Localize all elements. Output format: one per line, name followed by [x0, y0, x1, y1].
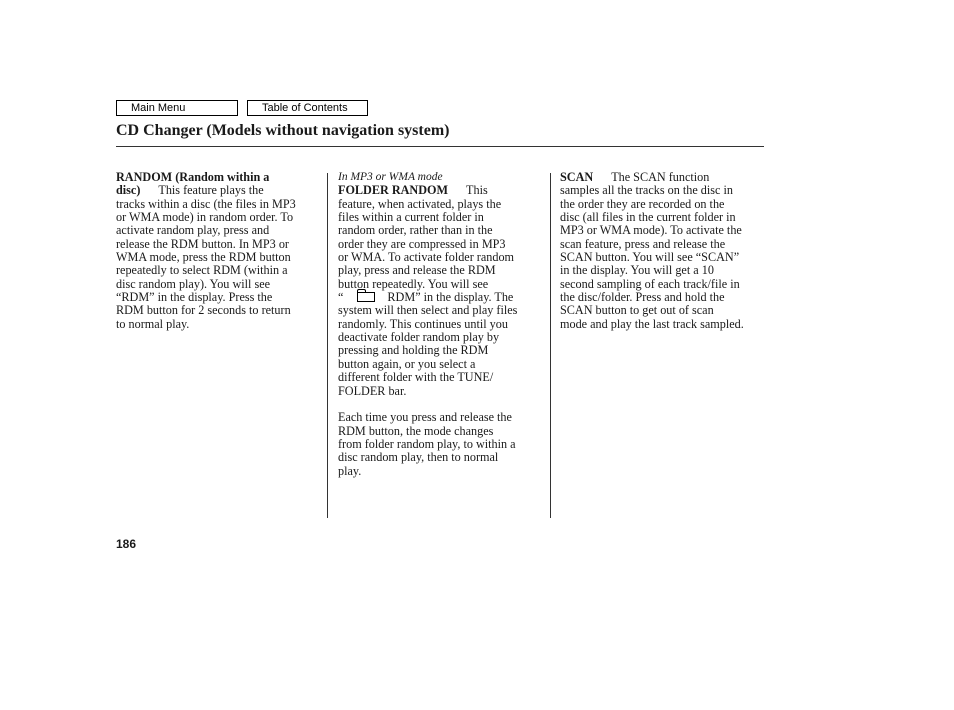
mode-change-text-line: disc random play, then to normal: [338, 450, 499, 465]
scan-text-line: The SCAN function: [611, 170, 710, 184]
folder-random-text-line: deactivate folder random play by: [338, 330, 500, 345]
folder-random-text-line: different folder with the TUNE/: [338, 370, 494, 385]
folder-random-text-line: or WMA. To activate folder random: [338, 250, 515, 265]
main-menu-button[interactable]: Main Menu: [116, 100, 238, 116]
random-text-line: activate random play, press and: [116, 223, 270, 238]
random-heading-cont: disc): [116, 183, 141, 198]
random-heading-line2-row: [116, 184, 320, 197]
scan-text-line: SCAN button. You will see “SCAN”: [560, 250, 740, 265]
title-rule: [116, 146, 764, 147]
page-title: CD Changer (Models without navigation system): [116, 122, 450, 139]
folder-random-text-line: FOLDER bar.: [338, 383, 407, 398]
folder-random-text-line: button again, or you select a: [338, 356, 476, 371]
random-text-line: WMA mode, press the RDM button: [116, 250, 291, 265]
random-text-line: to normal play.: [116, 316, 190, 331]
folder-random-heading-row: [338, 184, 542, 197]
mode-change-text-line: RDM button, the mode changes: [338, 423, 494, 438]
folder-random-text-line: pressing and holding the RDM: [338, 343, 489, 358]
scan-text-line: mode and play the last track sampled.: [560, 316, 744, 331]
folder-random-text-line: RDM” in the display. The: [387, 290, 514, 305]
folder-icon-line: [338, 291, 542, 304]
random-text-line: or WMA mode) in random order. To: [116, 210, 294, 225]
scan-text-line: SCAN button to get out of scan: [560, 303, 714, 318]
mode-change-text-line: Each time you press and release the: [338, 410, 512, 425]
scan-section: [560, 171, 768, 331]
folder-random-text-line: This: [466, 183, 488, 198]
folder-random-section: [338, 171, 542, 478]
quote-open: “: [338, 290, 344, 305]
random-text-line: “RDM” in the display. Press the: [116, 290, 273, 305]
scan-text-line: MP3 or WMA mode). To activate the: [560, 223, 742, 238]
random-text-line: disc random play). You will see: [116, 276, 271, 291]
scan-heading-row: [560, 171, 768, 184]
random-text-line: repeatedly to select RDM (within a: [116, 263, 288, 278]
folder-random-text-line: button repeatedly. You will see: [338, 276, 489, 291]
folder-random-text-line: order they are compressed in MP3: [338, 236, 506, 251]
scan-text-line: samples all the tracks on the disc in: [560, 183, 733, 198]
folder-random-heading: FOLDER RANDOM: [338, 183, 449, 198]
random-text-line: release the RDM button. In MP3 or: [116, 236, 289, 251]
random-section: [116, 171, 320, 331]
scan-text-line: in the display. You will get a 10: [560, 263, 714, 278]
mode-change-text-line: from folder random play, to within a: [338, 436, 516, 451]
random-text-line: RDM button for 2 seconds to return: [116, 303, 291, 318]
scan-text-line: second sampling of each track/file in: [560, 276, 740, 291]
scan-text-line: disc (all files in the current folder in: [560, 210, 736, 225]
scan-heading: SCAN: [560, 170, 594, 184]
folder-random-text-line: system will then select and play files: [338, 303, 518, 318]
mode-note: In MP3 or WMA mode: [338, 171, 443, 183]
folder-random-text-line: feature, when activated, plays the: [338, 196, 502, 211]
scan-text-line: scan feature, press and release the: [560, 236, 726, 251]
column-divider-left: [327, 173, 328, 518]
table-of-contents-button[interactable]: Table of Contents: [247, 100, 368, 116]
folder-icon: [357, 292, 375, 302]
mode-change-text-line: play.: [338, 463, 362, 478]
random-text-line: tracks within a disc (the files in MP3: [116, 196, 296, 211]
folder-random-text-line: files within a current folder in: [338, 210, 484, 225]
scan-text-line: the disc/folder. Press and hold the: [560, 290, 725, 305]
folder-random-text-line: random order, rather than in the: [338, 223, 493, 238]
page-number: 186: [116, 537, 137, 551]
random-heading: RANDOM (Random within a: [116, 170, 270, 184]
scan-text-line: the order they are recorded on the: [560, 196, 725, 211]
folder-random-text-line: play, press and release the RDM: [338, 263, 496, 278]
random-text-line: This feature plays the: [158, 183, 264, 198]
folder-random-text-line: randomly. This continues until you: [338, 316, 508, 331]
column-divider-right: [550, 173, 551, 518]
